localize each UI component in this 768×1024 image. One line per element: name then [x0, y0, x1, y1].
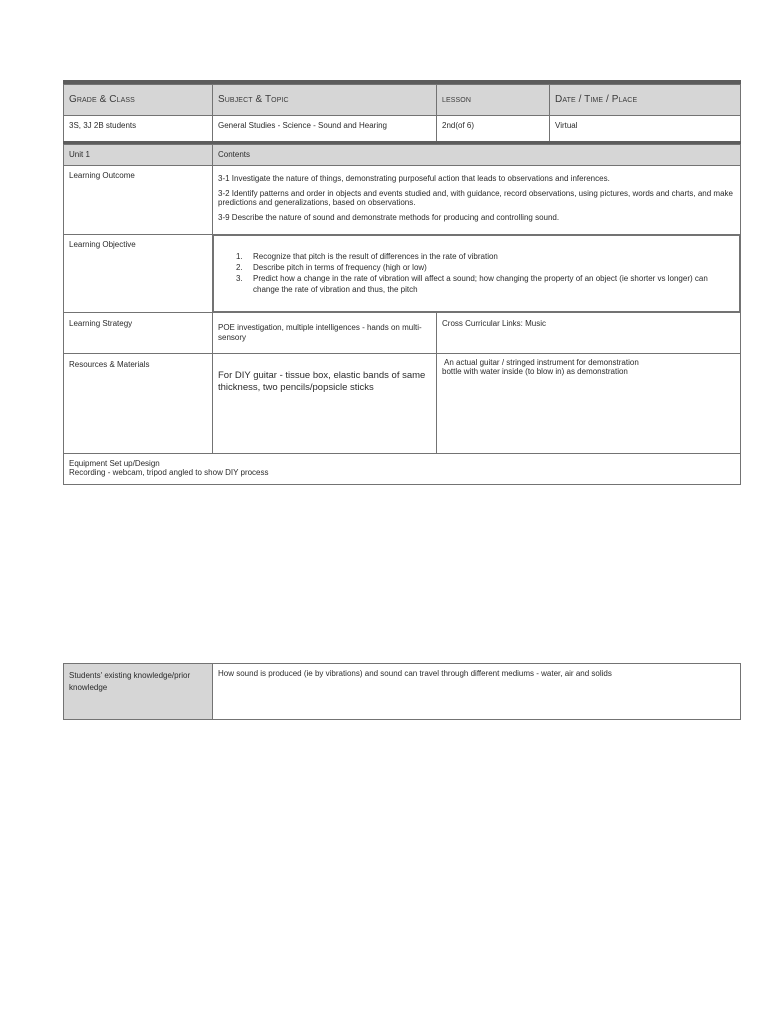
- learning-outcome-content: [212, 165, 741, 235]
- equipment-setup: [63, 453, 741, 485]
- unit-label: Unit 1: [63, 144, 213, 166]
- learning-objective-label: Learning Objective: [63, 234, 213, 313]
- learning-strategy-value: POE investigation, multiple intelligences - hands on multi-sensory: [212, 312, 437, 354]
- contents-label: Contents: [212, 144, 741, 166]
- date-time-place-value: Virtual: [549, 115, 741, 142]
- objective-text: Describe pitch in terms of frequency (high or low): [253, 263, 427, 272]
- demonstration-item: bottle with water inside (to blow in) as demonstration: [442, 367, 628, 376]
- prior-knowledge-label: Students' existing knowledge/prior knowledge: [63, 663, 213, 720]
- objective-number: 1.: [236, 252, 243, 261]
- objective-number: 3.: [236, 274, 243, 283]
- lesson-value: 2nd(of 6): [436, 115, 550, 142]
- objective-text: Predict how a change in the rate of vibration will affect a sound; how changing the property of an object (ie shorter vs longer) can change the rate of vibration and thus, the pitch: [253, 274, 708, 294]
- demonstration-item: An actual guitar / stringed instrument for demonstration: [444, 358, 639, 367]
- diy-materials: For DIY guitar - tissue box, elastic bands of same thickness, two pencils/popsicle sticks: [212, 353, 437, 454]
- objective-item: [236, 262, 731, 273]
- grade-class-value: 3S, 3J 2B students: [63, 115, 213, 142]
- header-lesson: lesson: [436, 84, 550, 116]
- subject-topic-value: General Studies - Science - Sound and Hearing: [212, 115, 437, 142]
- learning-outcome-label: Learning Outcome: [63, 165, 213, 235]
- learning-outcome-item: 3-1 Investigate the nature of things, demonstrating purposeful action that leads to observations and inferences.: [218, 174, 610, 183]
- objective-item: [236, 273, 731, 295]
- equipment-label: Equipment Set up/Design: [69, 459, 160, 468]
- learning-outcome-item: 3-9 Describe the nature of sound and demonstrate methods for producing and controlling sound.: [218, 213, 560, 222]
- header-subject-topic: Subject & Topic: [212, 84, 437, 116]
- objective-text: Recognize that pitch is the result of differences in the rate of vibration: [253, 252, 498, 261]
- prior-knowledge-text: How sound is produced (ie by vibrations) and sound can travel through different mediums - water, air and solids: [212, 663, 741, 720]
- learning-strategy-label: Learning Strategy: [63, 312, 213, 354]
- resources-label: Resources & Materials: [63, 353, 213, 454]
- demonstration-materials: [436, 353, 741, 454]
- objective-item: [236, 251, 731, 262]
- header-grade-class: Grade & Class: [63, 84, 213, 116]
- equipment-text: Recording - webcam, tripod angled to show DIY process: [69, 468, 269, 477]
- objective-list: [236, 251, 731, 295]
- learning-objective-content: [212, 234, 741, 313]
- header-date-time-place: Date / Time / Place: [549, 84, 741, 116]
- cross-curricular-links: Cross Curricular Links: Music: [436, 312, 741, 354]
- learning-outcome-item: 3-2 Identify patterns and order in objects and events studied and, with guidance, record observations, using pictures, words and charts, and make predictions and generalizations, based on observations.: [218, 189, 733, 207]
- objective-number: 2.: [236, 263, 243, 272]
